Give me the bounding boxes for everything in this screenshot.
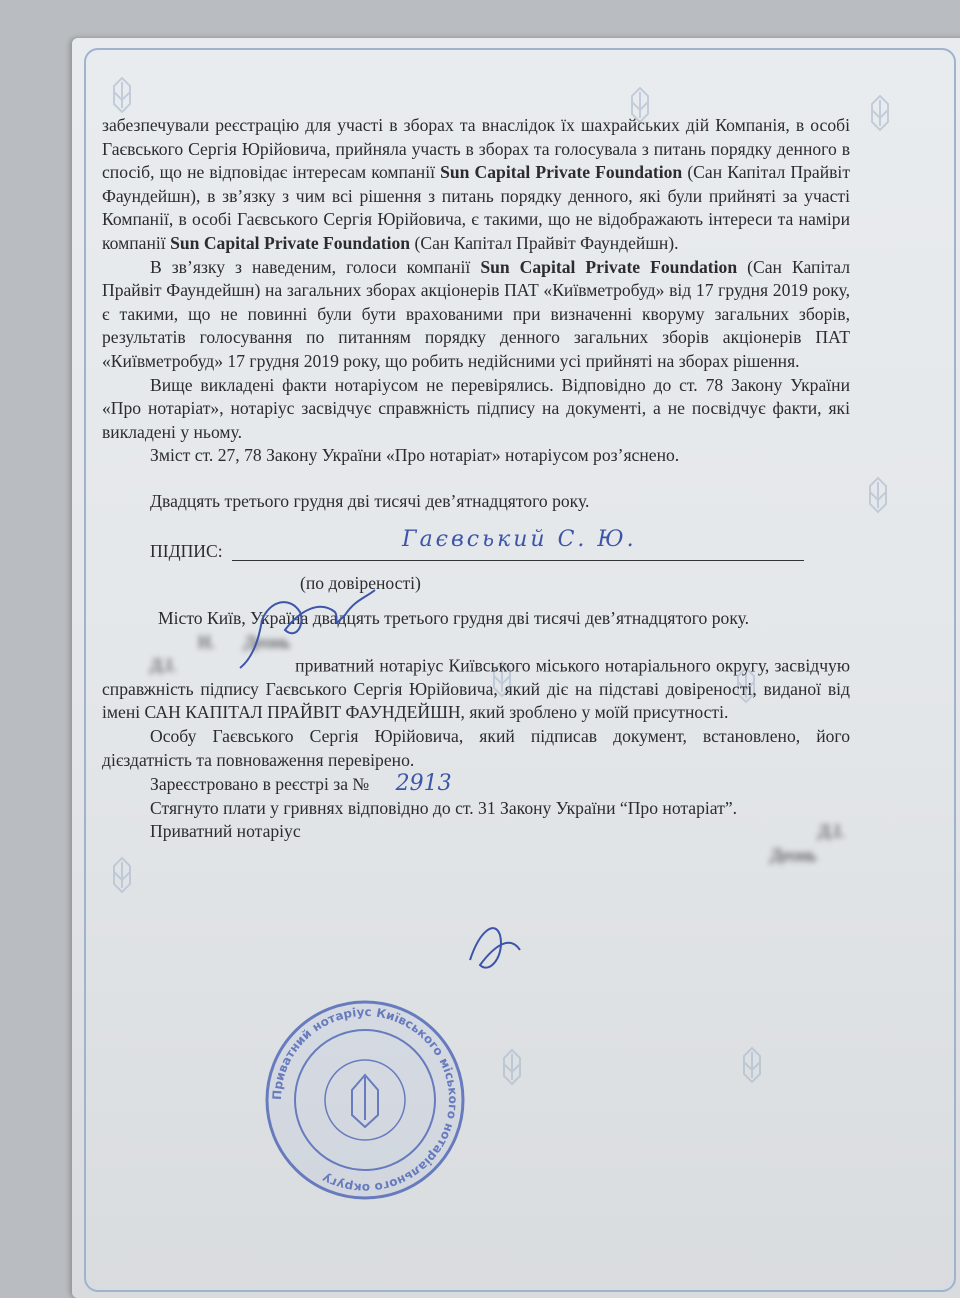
text: (Сан Капітал Прайвіт Фаундейшн) на загальних зборах акціонерів ПАТ «Київметробуд» від 17 грудня 2019 року, є такими, що не повинні були бути врахованими при визначенні кворуму загальних зборів, результатів голосування по питанням порядку денного загальних зборів акціонерів ПАТ «Київметробуд» 17 грудня 2019 року, що робить недійсними усі прийняті на зборах рішення. bbox=[102, 256, 850, 371]
company-name: Sun Capital Private Foundation bbox=[480, 256, 738, 277]
company-name: Sun Capital Private Foundation bbox=[170, 232, 411, 253]
paragraph-notary-note: Вище викладені факти нотаріусом не перевірялись. Відповідно до ст. 78 Закону України «Про нотаріат», нотаріус засвідчує справжність підпису на документі, а не посвідчує факти, які викладені у ньому. bbox=[102, 374, 850, 442]
text: (Сан Капітал Прайвіт Фаундейшн). bbox=[410, 232, 679, 253]
handwritten-name: Гаєвський С. Ю. bbox=[402, 526, 637, 552]
notary-stamp bbox=[267, 1002, 463, 1198]
fee-line: Стягнуто плати у гривнях відповідно до ст. 31 Закону України “Про нотаріат”. bbox=[150, 797, 738, 818]
text: Приватний нотаріус bbox=[150, 821, 301, 842]
text: В зв’язку з наведеним, голоси компанії bbox=[150, 256, 481, 277]
text: Зареєстровано в реєстрі за № bbox=[150, 774, 370, 795]
signature-scribble bbox=[240, 590, 375, 668]
identity-text: Особу Гаєвського Сергія Юрійовича, який підписав документ, встановлено, його дієздатність та повноваження перевірено. bbox=[102, 726, 850, 770]
stamp-text: Приватний нотаріус Київського міського нотаріального округу bbox=[269, 1004, 461, 1196]
text: (Сан Капітал Прайвіт Фаундейшн), в зв’язку з чим всі рішення з питань порядку денного, які були прийняті за участі Компанії, в особі Гаєвського Сергія Юрійовича, є такими, що не відображають інтереси та наміри компанії bbox=[102, 162, 851, 253]
redacted-notary-signature: Д.І. Деонь bbox=[770, 821, 845, 866]
text: приватний нотаріус Київського міського нотаріального округу, засвідчую справжність підпису Гаєвського Сергія Юрійовича, який діє на підставі довіреності, виданої від імені САН КАПІТАЛ ПРАЙВІТ ФАУНДЕЙШН, який зроблено у моїй присутності. bbox=[102, 655, 850, 723]
signature-label: ПІДПИС: bbox=[150, 540, 223, 561]
document-date: Двадцять третього грудня дві тисячі дев’ятнадцятого року. bbox=[150, 490, 590, 511]
registry-number: 2913 bbox=[395, 771, 452, 797]
proxy-note: (по довіреності) bbox=[300, 572, 421, 593]
company-name: Sun Capital Private Foundation bbox=[440, 162, 683, 183]
notary-signature-scribble bbox=[470, 928, 520, 968]
paragraph-explained: Зміст ст. 27, 78 Закону України «Про нотаріат» нотаріусом роз’яснено. bbox=[150, 445, 680, 466]
text: забезпечували реєстрацію для участі в зборах та внаслідок їх шахрайських дій Компанія, в особі Гаєвського Сергія Юрійовича, прийняла участь в зборах та голосувала з питань порядку денного в спосіб, що не відповідає інтересам компанії bbox=[102, 115, 850, 183]
certification-city: Місто Київ, Україна двадцять третього грудня дві тисячі дев’ятнадцятого року. bbox=[158, 608, 750, 629]
redacted-notary-name: Н. Деонь Д.І. bbox=[150, 631, 290, 676]
